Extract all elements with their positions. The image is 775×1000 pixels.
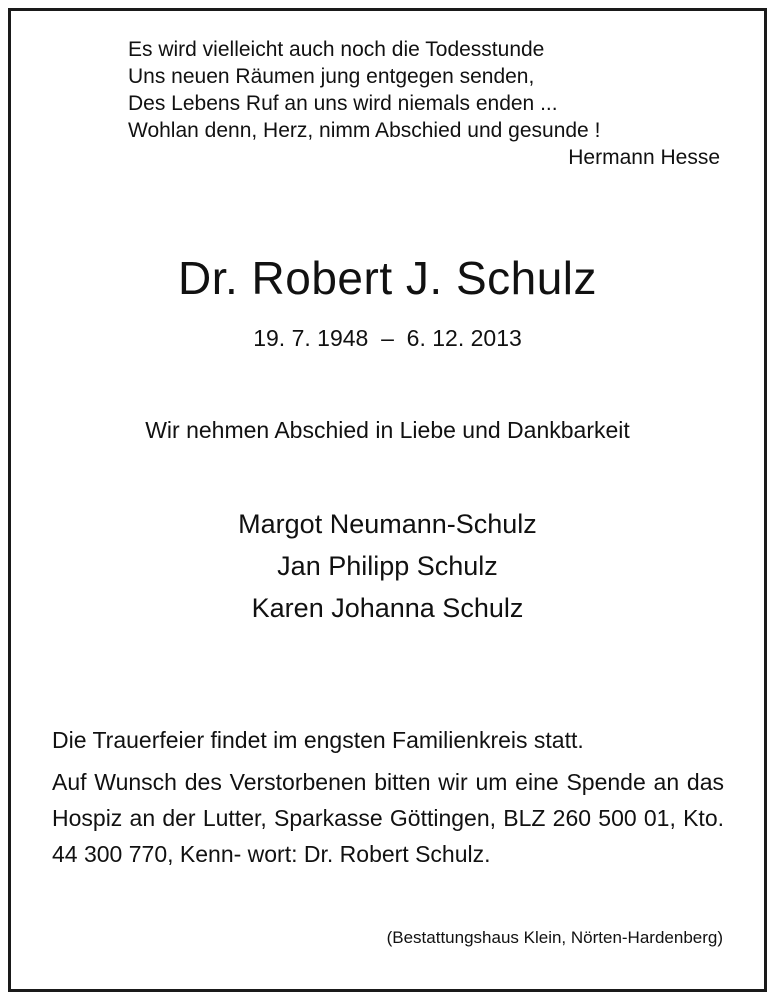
poem-line: Des Lebens Ruf an uns wird niemals enden ... (128, 92, 558, 115)
life-dates: 19. 7. 1948 – 6. 12. 2013 (253, 325, 522, 351)
poem-author: Hermann Hesse (568, 146, 720, 169)
family-member: Jan Philipp Schulz (277, 551, 498, 581)
ceremony-notice: Die Trauerfeier findet im engsten Familienkreis statt. (52, 727, 584, 753)
farewell-text: Wir nehmen Abschied in Liebe und Dankbarkeit (145, 417, 630, 443)
undertaker-credit: (Bestattungshaus Klein, Nörten-Hardenberg) (386, 928, 723, 947)
family-member: Margot Neumann-Schulz (238, 509, 537, 539)
notice-block (52, 722, 724, 878)
deceased-name: Dr. Robert J. Schulz (177, 252, 598, 304)
family-list (0, 503, 775, 629)
poem-block (128, 36, 728, 171)
donation-notice: Auf Wunsch des Verstorbenen bitten wir um eine Spende an das Hospiz an der Lutter, Sparkasse Göttingen, BLZ 260 500 01, Kto. 44 300 770, Kenn- wort: Dr. Robert Schulz. (52, 769, 724, 867)
family-member: Karen Johanna Schulz (251, 593, 524, 623)
poem-line: Es wird vielleicht auch noch die Todesstunde (128, 38, 545, 61)
poem-line: Uns neuen Räumen jung entgegen senden, (128, 65, 535, 88)
poem-line: Wohlan denn, Herz, nimm Abschied und gesunde ! (128, 119, 601, 142)
